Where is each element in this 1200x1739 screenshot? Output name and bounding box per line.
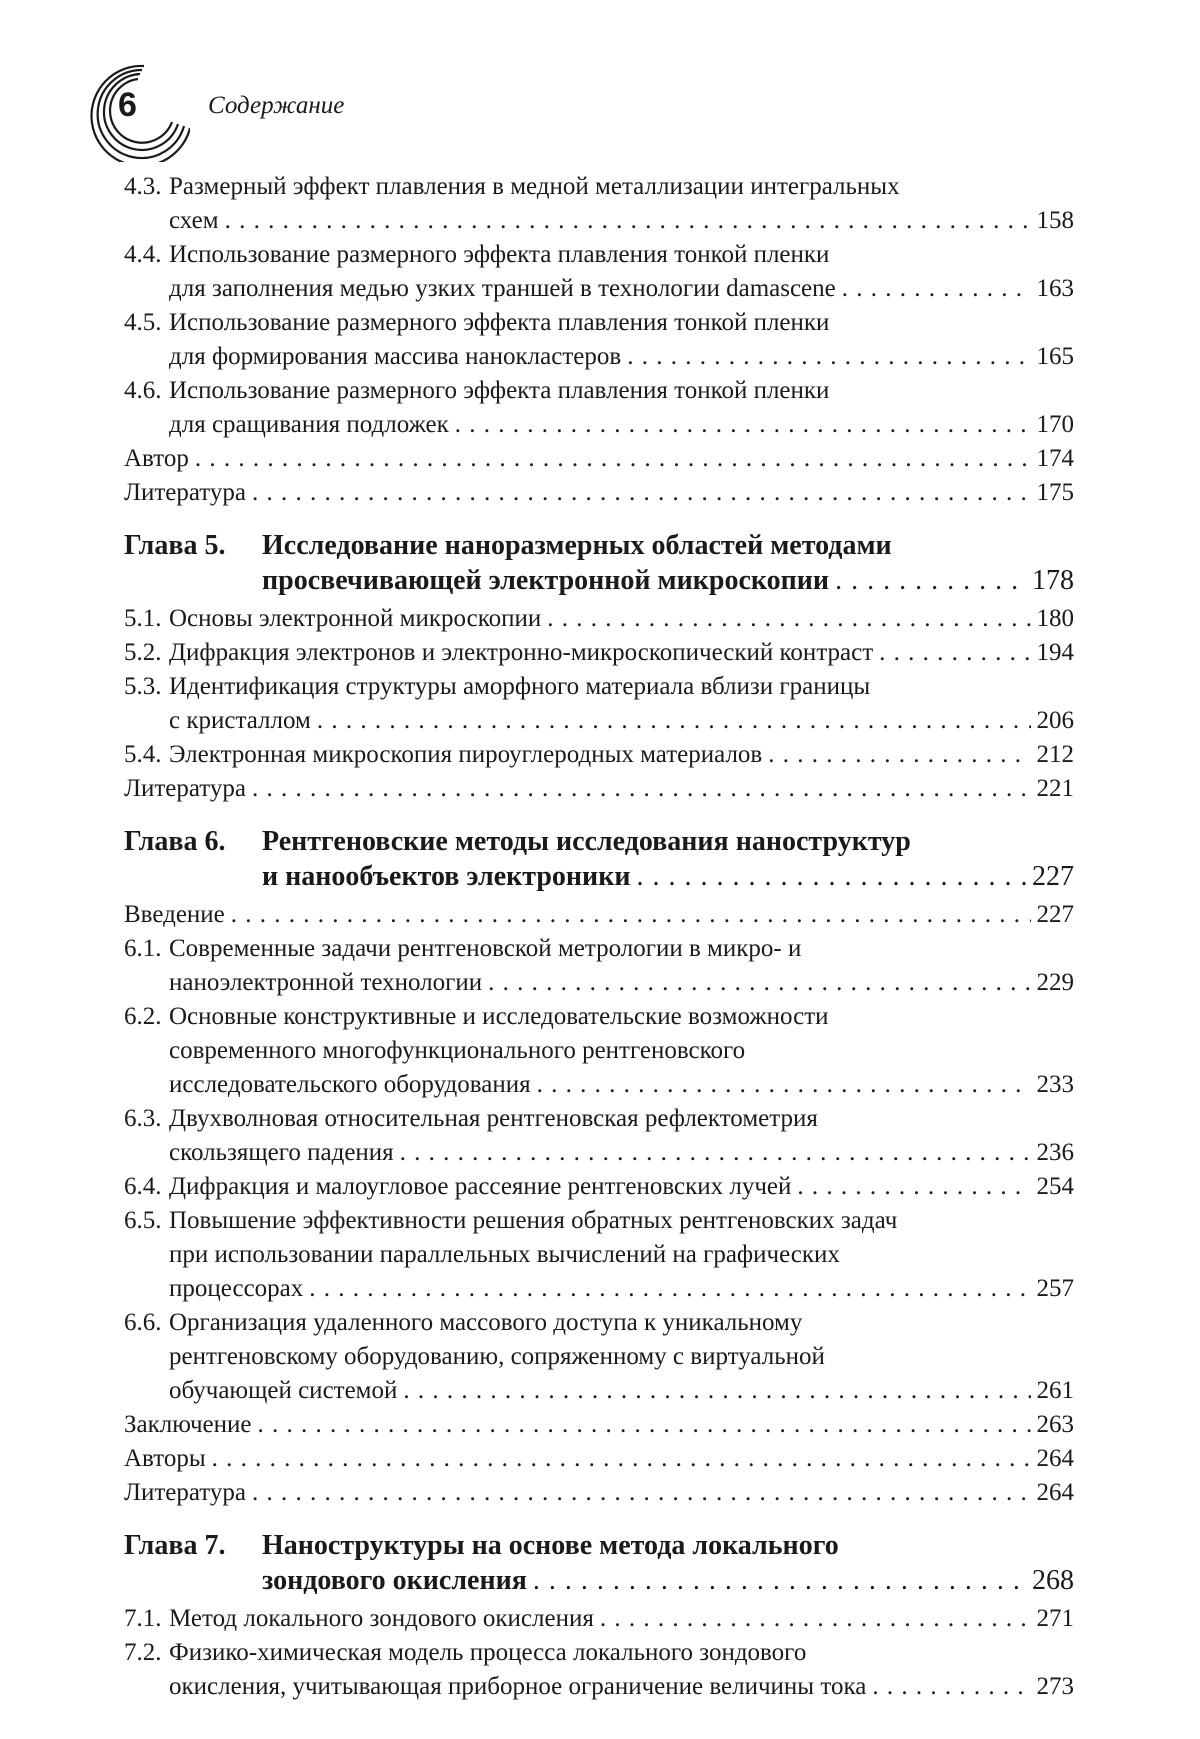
section-title: схем — [169, 207, 219, 234]
dot-leader — [533, 1563, 1026, 1598]
section-number: 4.5. — [124, 309, 162, 336]
page-reference: 273 — [1036, 1673, 1074, 1700]
dot-leader — [231, 898, 1031, 932]
toc-entry-line — [124, 340, 1074, 374]
section-number: 4.3. — [124, 173, 162, 200]
dot-leader — [225, 204, 1031, 238]
toc-entry-line — [124, 1102, 1074, 1136]
chapter-title: и нанообъектов электроники — [262, 861, 631, 892]
section-number: 6.2. — [124, 1003, 162, 1030]
page-reference: 261 — [1036, 1377, 1074, 1404]
dot-leader — [600, 1602, 1031, 1636]
toc-entry-line — [124, 1000, 1074, 1034]
toc-entry — [124, 636, 1074, 670]
page-reference: 180 — [1036, 605, 1074, 632]
dot-leader — [317, 704, 1031, 738]
dot-leader — [879, 636, 1030, 670]
section-title: Дифракция электронов и электронно-микроскопический контраст — [169, 639, 874, 666]
section-title: Идентификация структуры аморфного материала вблизи границы — [169, 673, 871, 700]
page-reference: 206 — [1036, 707, 1074, 734]
section-number: 4.6. — [124, 377, 162, 404]
chapter-title: Наноструктуры на основе метода локального — [262, 1530, 839, 1561]
dot-leader — [195, 442, 1031, 476]
page-reference: 264 — [1036, 1479, 1074, 1506]
toc-entry-line — [124, 1306, 1074, 1340]
toc-entry — [124, 932, 1074, 1000]
section-title: Авторы — [124, 1445, 206, 1472]
section-title: Основные конструктивные и исследовательские возможности — [169, 1003, 829, 1030]
toc-entry — [124, 1000, 1074, 1102]
dot-leader — [636, 859, 1026, 894]
dot-leader — [537, 1068, 1031, 1102]
toc-entry — [124, 170, 1074, 238]
section-number: 6.5. — [124, 1207, 162, 1234]
toc-entry-line — [124, 636, 1074, 670]
dot-leader — [835, 563, 1026, 598]
toc-entry — [124, 1204, 1074, 1306]
section-title: Литература — [124, 1479, 246, 1506]
page-reference: 229 — [1036, 969, 1074, 996]
chapter-label: Глава 7. — [124, 1530, 226, 1561]
toc-entry-line — [124, 1204, 1074, 1238]
chapter-heading — [124, 824, 1074, 894]
chapter-heading-line — [124, 1528, 1074, 1563]
chapter-heading-line — [124, 824, 1074, 859]
dot-leader — [627, 340, 1030, 374]
toc-entry-line — [124, 1602, 1074, 1636]
section-title: Литература — [124, 479, 246, 506]
section-title: исследовательского оборудования — [169, 1071, 531, 1098]
section-number: 6.4. — [124, 1173, 162, 1200]
section-number: 6.3. — [124, 1105, 162, 1132]
section-title: Использование размерного эффекта плавления тонкой пленки — [169, 309, 830, 336]
toc-entry — [124, 1102, 1074, 1170]
section-title: современного многофункционального рентгеновского — [169, 1037, 746, 1064]
toc-entry-line — [124, 1636, 1074, 1670]
toc-entry-line — [124, 204, 1074, 238]
dot-leader — [252, 772, 1031, 806]
toc-entry-line — [124, 1408, 1074, 1442]
chapter-heading-line — [124, 563, 1074, 598]
toc-entry-line — [124, 1272, 1074, 1306]
toc-entry — [124, 374, 1074, 442]
dot-leader — [252, 476, 1031, 510]
section-title: Повышение эффективности решения обратных рентгеновских задач — [169, 1207, 898, 1234]
toc-entry-line — [124, 442, 1074, 476]
toc-entry-line — [124, 170, 1074, 204]
section-title: Основы электронной микроскопии — [169, 605, 542, 632]
toc-entry — [124, 738, 1074, 772]
page-reference: 254 — [1036, 1173, 1074, 1200]
toc-entry-line — [124, 704, 1074, 738]
dot-leader — [488, 966, 1030, 1000]
page-reference: 158 — [1036, 207, 1074, 234]
page-number: 6 — [118, 86, 137, 124]
section-title: окисления, учитывающая приборное ограничение величины тока — [169, 1673, 867, 1700]
section-title: Использование размерного эффекта плавления тонкой пленки — [169, 241, 830, 268]
page-reference: 257 — [1036, 1275, 1074, 1302]
toc-entry-line — [124, 1238, 1074, 1272]
section-title: рентгеновскому оборудованию, сопряженному с виртуальной — [169, 1343, 825, 1370]
toc-entry — [124, 476, 1074, 510]
page-reference: 233 — [1036, 1071, 1074, 1098]
toc-entry-line — [124, 1670, 1074, 1704]
toc-entry-line — [124, 1442, 1074, 1476]
dot-leader — [872, 1670, 1030, 1704]
section-number: 5.2. — [124, 639, 162, 666]
toc-entry-line — [124, 932, 1074, 966]
dot-leader — [768, 738, 1030, 772]
page-header — [80, 62, 480, 162]
section-title: скользящего падения — [169, 1139, 394, 1166]
section-title: Метод локального зондового окисления — [169, 1605, 594, 1632]
section-title: Двухволновая относительная рентгеновская рефлектометрия — [169, 1105, 818, 1132]
page-reference: 174 — [1036, 445, 1074, 472]
toc-entry-line — [124, 1476, 1074, 1510]
section-title: с кристаллом — [169, 707, 311, 734]
toc-entry — [124, 772, 1074, 806]
section-title: Электронная микроскопия пироуглеродных материалов — [169, 741, 763, 768]
toc-entry-line — [124, 306, 1074, 340]
page-reference: 236 — [1036, 1139, 1074, 1166]
dot-leader — [212, 1442, 1031, 1476]
section-title: Заключение — [124, 1411, 252, 1438]
page-reference: 212 — [1036, 741, 1074, 768]
dot-leader — [309, 1272, 1030, 1306]
page-reference: 268 — [1032, 1565, 1074, 1596]
dot-leader — [547, 602, 1030, 636]
toc-entry-line — [124, 476, 1074, 510]
toc-entry-line — [124, 772, 1074, 806]
toc-entry-line — [124, 1340, 1074, 1374]
section-title: процессорах — [169, 1275, 304, 1302]
section-number: 6.1. — [124, 935, 162, 962]
dot-leader — [403, 1374, 1030, 1408]
page-reference: 227 — [1032, 861, 1074, 892]
section-title: Использование размерного эффекта плавления тонкой пленки — [169, 377, 830, 404]
section-title: для сращивания подложек — [169, 411, 449, 438]
toc-entry-line — [124, 272, 1074, 306]
section-number: 6.6. — [124, 1309, 162, 1336]
chapter-heading — [124, 1528, 1074, 1598]
section-title: для заполнения медью узких траншей в технологии damascene — [169, 275, 836, 302]
toc-entry — [124, 1306, 1074, 1408]
chapter-title: просвечивающей электронной микроскопии — [262, 565, 830, 596]
section-number: 5.4. — [124, 741, 162, 768]
toc-entry — [124, 1602, 1074, 1636]
page-reference: 221 — [1036, 775, 1074, 802]
toc-entry-line — [124, 1034, 1074, 1068]
page-reference: 271 — [1036, 1605, 1074, 1632]
section-title: обучающей системой — [169, 1377, 398, 1404]
toc-entry — [124, 898, 1074, 932]
toc-entry-line — [124, 1170, 1074, 1204]
chapter-label: Глава 5. — [124, 530, 226, 561]
toc-entry — [124, 306, 1074, 374]
chapter-heading-line — [124, 1563, 1074, 1598]
chapter-title: Рентгеновские методы исследования наноструктур — [262, 826, 911, 857]
section-title: Введение — [124, 901, 225, 928]
section-title: Организация удаленного массового доступа к уникальному — [169, 1309, 803, 1336]
page-reference: 263 — [1036, 1411, 1074, 1438]
page-reference: 264 — [1036, 1445, 1074, 1472]
toc-entry — [124, 602, 1074, 636]
dot-leader — [797, 1170, 1030, 1204]
page-reference: 227 — [1036, 901, 1074, 928]
dot-leader — [455, 408, 1031, 442]
section-title: Дифракция и малоугловое рассеяние рентгеновских лучей — [169, 1173, 792, 1200]
section-title: Физико-химическая модель процесса локального зондового — [169, 1639, 807, 1666]
toc-entry-line — [124, 374, 1074, 408]
toc-entry-line — [124, 738, 1074, 772]
section-title: для формирования массива нанокластеров — [169, 343, 622, 370]
section-title: при использовании параллельных вычислений на графических — [169, 1241, 840, 1268]
toc-entry-line — [124, 966, 1074, 1000]
dot-leader — [252, 1476, 1031, 1510]
page-reference: 178 — [1032, 565, 1074, 596]
page-reference: 163 — [1036, 275, 1074, 302]
running-head: Содержание — [208, 92, 345, 119]
toc-entry-line — [124, 670, 1074, 704]
table-of-contents — [124, 170, 1074, 1704]
section-title: Современные задачи рентгеновской метрологии в микро- и — [169, 935, 802, 962]
chapter-heading-line — [124, 528, 1074, 563]
toc-entry — [124, 1170, 1074, 1204]
toc-entry — [124, 1636, 1074, 1704]
section-title: наноэлектронной технологии — [169, 969, 483, 996]
toc-entry-line — [124, 238, 1074, 272]
page-reference: 170 — [1036, 411, 1074, 438]
chapter-label: Глава 6. — [124, 826, 226, 857]
dot-leader — [400, 1136, 1031, 1170]
dot-leader — [258, 1408, 1031, 1442]
chapter-title: Исследование наноразмерных областей методами — [262, 530, 892, 561]
section-title: Размерный эффект плавления в медной металлизации интегральных — [169, 173, 900, 200]
section-number: 5.3. — [124, 673, 162, 700]
toc-entry-line — [124, 898, 1074, 932]
section-number: 4.4. — [124, 241, 162, 268]
toc-entry-line — [124, 1136, 1074, 1170]
section-number: 7.2. — [124, 1639, 162, 1666]
section-title: Литература — [124, 775, 246, 802]
toc-entry-line — [124, 1374, 1074, 1408]
toc-entry — [124, 1408, 1074, 1442]
page-reference: 194 — [1036, 639, 1074, 666]
toc-entry-line — [124, 602, 1074, 636]
chapter-heading — [124, 528, 1074, 598]
chapter-title: зондового окисления — [262, 1565, 527, 1596]
toc-entry — [124, 442, 1074, 476]
section-title: Автор — [124, 445, 189, 472]
chapter-heading-line — [124, 859, 1074, 894]
toc-entry — [124, 1442, 1074, 1476]
page-reference: 175 — [1036, 479, 1074, 506]
toc-entry — [124, 670, 1074, 738]
dot-leader — [842, 272, 1031, 306]
toc-entry-line — [124, 408, 1074, 442]
page-reference: 165 — [1036, 343, 1074, 370]
toc-entry — [124, 238, 1074, 306]
section-number: 7.1. — [124, 1605, 162, 1632]
toc-entry — [124, 1476, 1074, 1510]
section-number: 5.1. — [124, 605, 162, 632]
toc-entry-line — [124, 1068, 1074, 1102]
